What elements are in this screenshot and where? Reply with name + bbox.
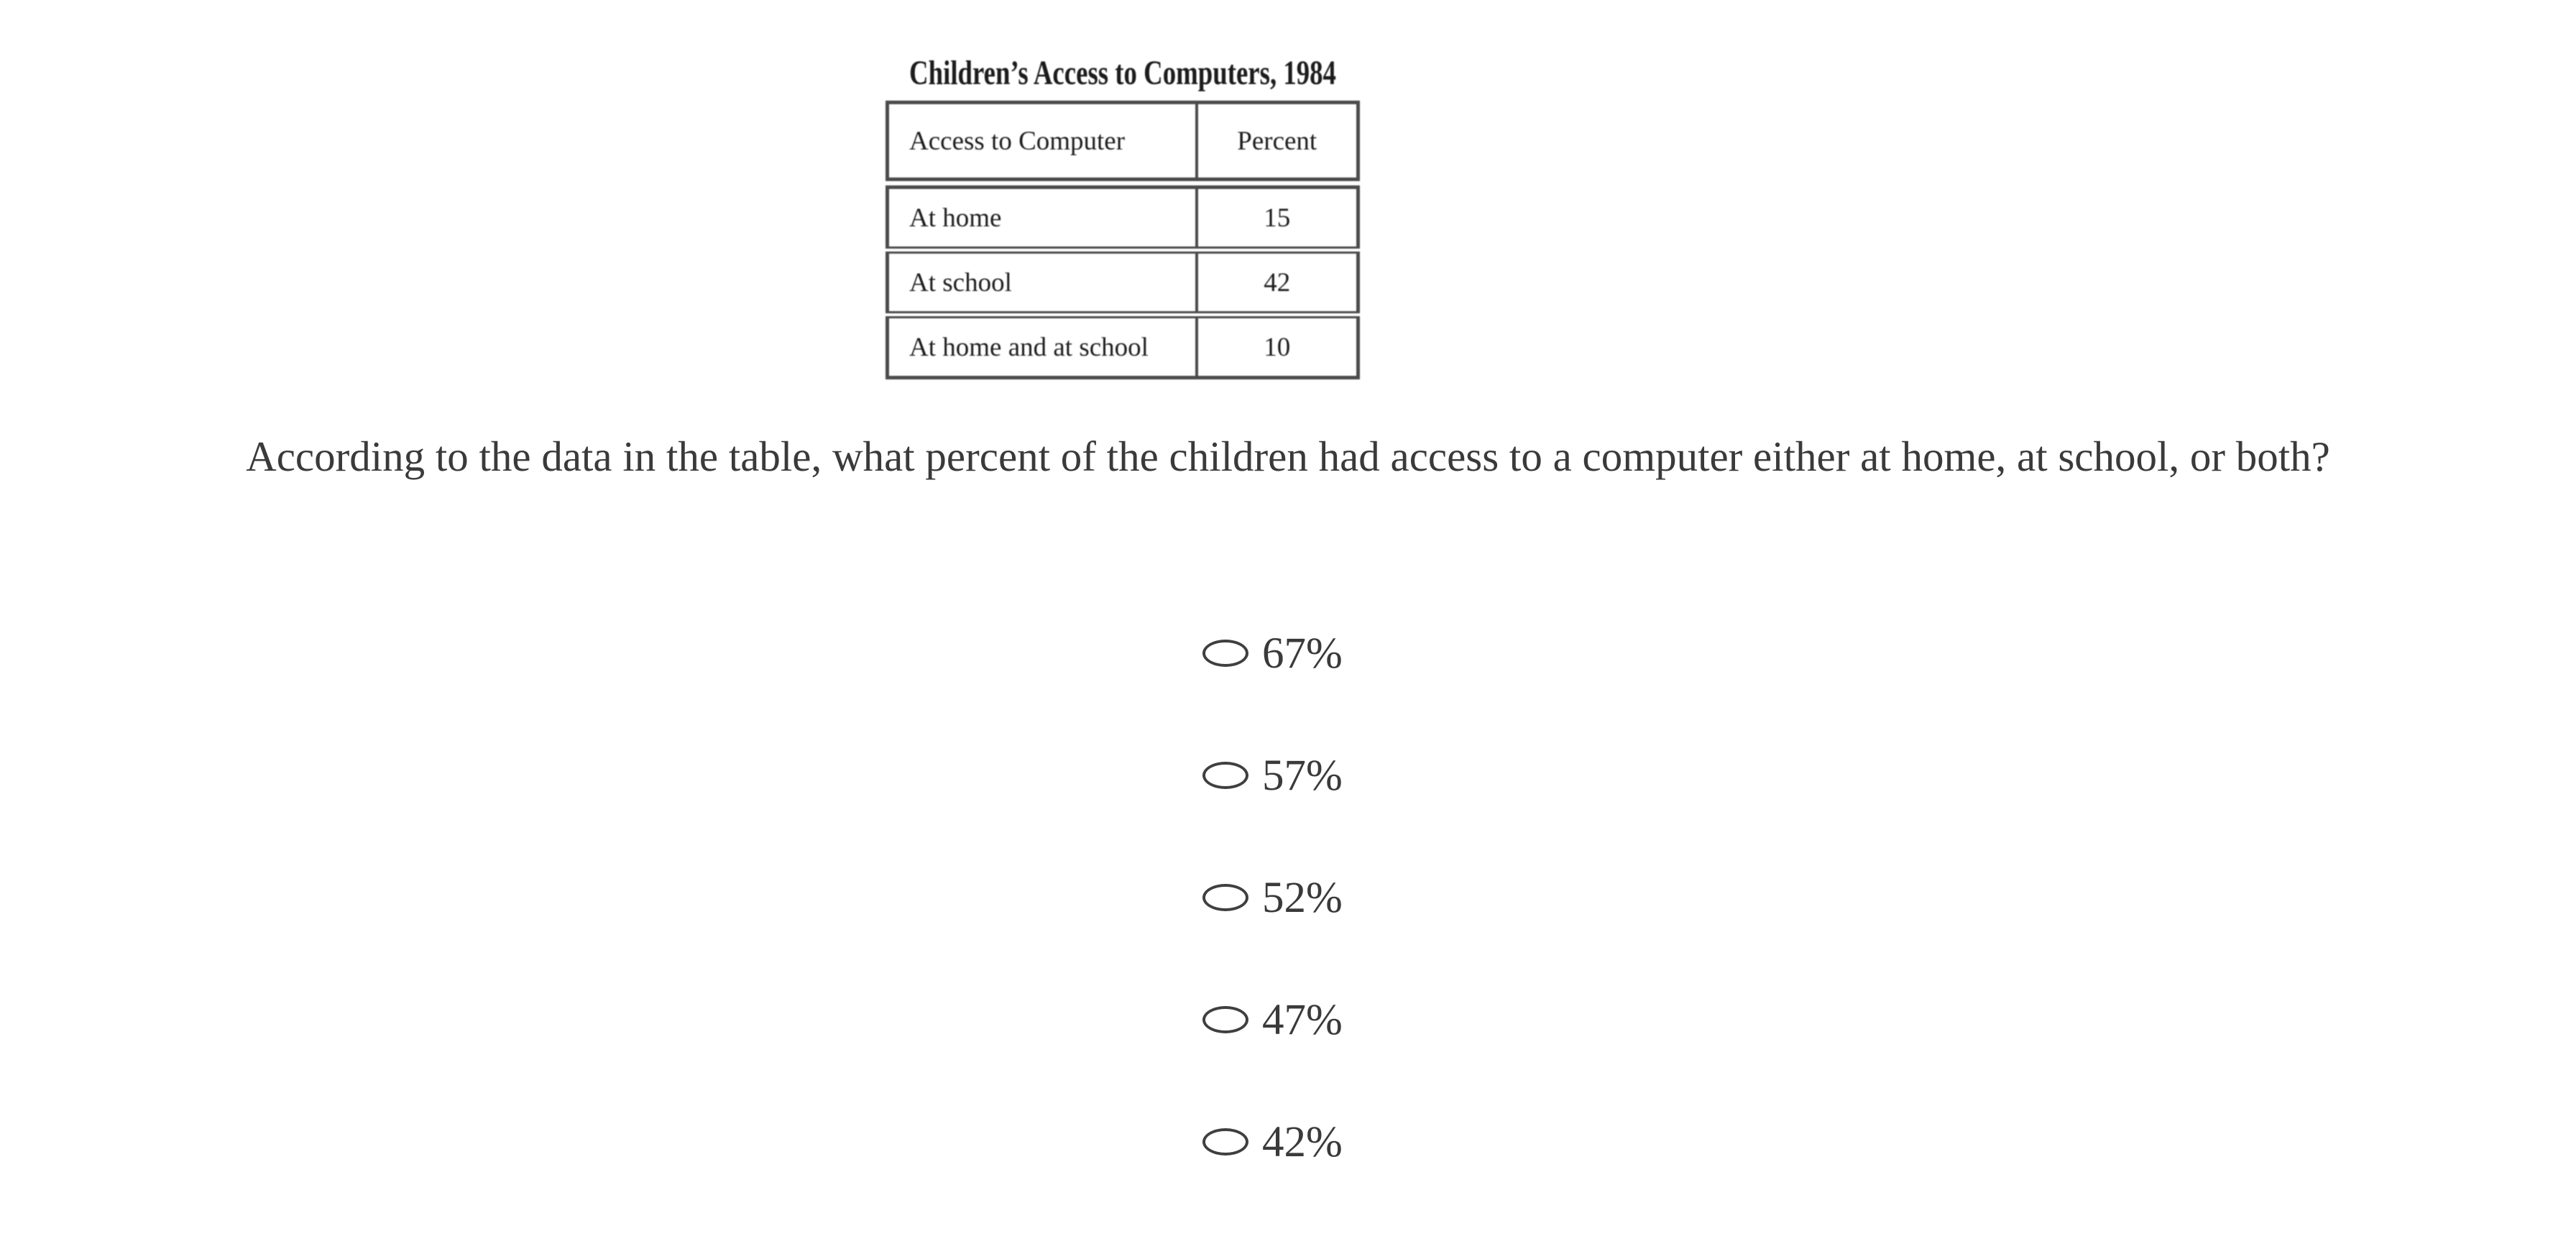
answer-option-42[interactable] (1202, 1114, 1343, 1170)
option-label[interactable]: 67% (1262, 629, 1343, 678)
answer-options (1202, 625, 1343, 1236)
column-header-percent: Percent (1197, 103, 1358, 184)
radio-icon[interactable] (1202, 1128, 1248, 1156)
table-row (888, 183, 1358, 250)
access-table (886, 101, 1360, 379)
radio-icon[interactable] (1202, 762, 1248, 789)
question-text: According to the data in the table, what percent of the children had access to a computer either at home, at school, or both? (246, 433, 2330, 480)
row-label: At home (888, 183, 1197, 250)
row-percent: 42 (1197, 250, 1358, 315)
radio-icon[interactable] (1202, 640, 1248, 667)
row-label: At school (888, 250, 1197, 315)
table-row (888, 315, 1358, 378)
answer-option-57[interactable] (1202, 747, 1343, 803)
option-label[interactable]: 57% (1262, 751, 1343, 800)
radio-icon[interactable] (1202, 884, 1248, 911)
question-table-figure (886, 50, 1360, 379)
answer-option-67[interactable] (1202, 625, 1343, 681)
answer-option-47[interactable] (1202, 992, 1343, 1048)
option-label[interactable]: 47% (1262, 995, 1343, 1044)
option-label[interactable]: 42% (1262, 1117, 1343, 1166)
table-row (888, 250, 1358, 315)
column-header-access: Access to Computer (888, 103, 1197, 184)
table-header-row (888, 103, 1358, 184)
row-percent: 10 (1197, 315, 1358, 378)
table-title: Children’s Access to Computers, 1984 (909, 52, 1336, 92)
option-label[interactable]: 52% (1262, 873, 1343, 922)
radio-icon[interactable] (1202, 1006, 1248, 1033)
row-percent: 15 (1197, 183, 1358, 250)
row-label: At home and at school (888, 315, 1197, 378)
answer-option-52[interactable] (1202, 870, 1343, 926)
